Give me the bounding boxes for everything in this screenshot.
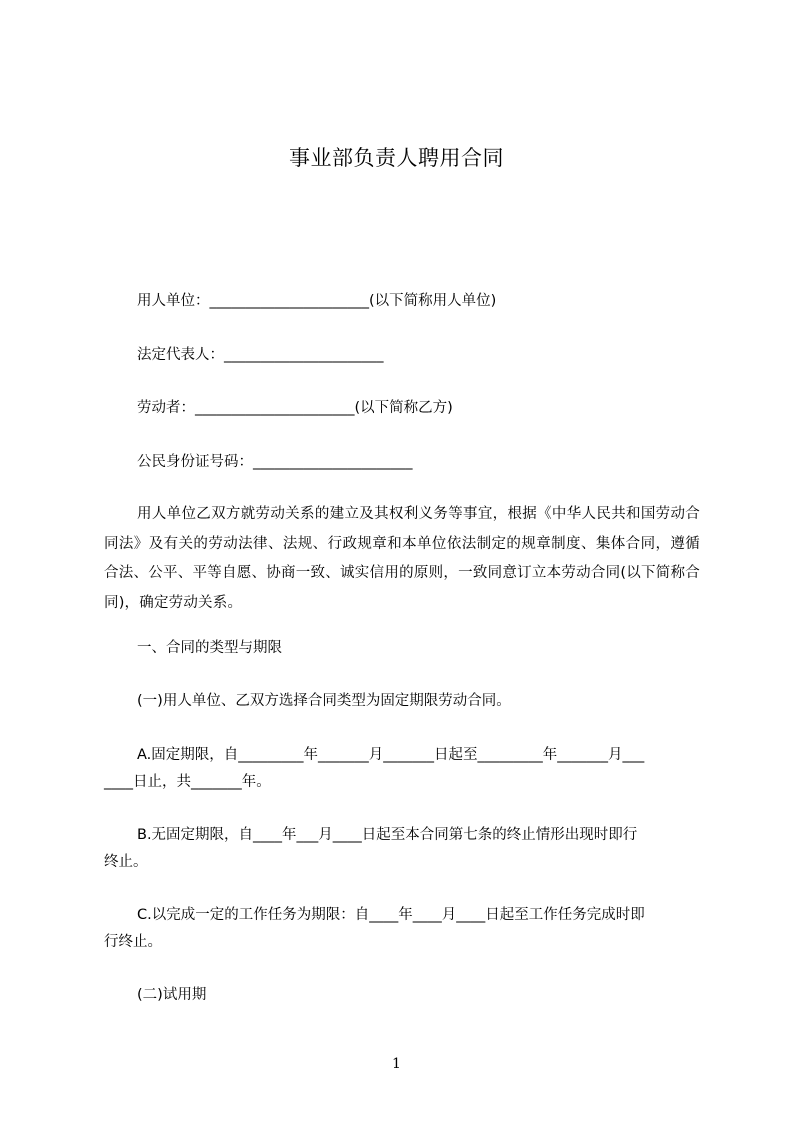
id-number-field: 公民身份证号码：______________________: [137, 454, 413, 470]
legal-representative-field: 法定代表人：______________________: [137, 347, 384, 363]
clause-contract-type: (一)用人单位、乙双方选择合同类型为固定期限劳动合同。: [137, 693, 511, 709]
clause-probation: (二)试用期: [137, 987, 207, 1003]
option-b-line-2: 终止。: [104, 854, 148, 870]
option-b-line-1: B.无固定期限，自____年___月____日起至本合同第七条的终止情形出现时即行: [137, 827, 638, 843]
intro-paragraph: 用人单位乙双方就劳动关系的建立及其权利义务等事宜，根据《中华人民共和国劳动合同法》及有关的劳动法律、法规、行政规章和本单位依法制定的规章制度、集体合同，遵循合法、公平、平等自愿、协商一致、诚实信用的原则，一致同意订立本劳动合同(以下简称合同)，确定劳动关系。: [104, 506, 700, 611]
section-heading-contract-type: 一、合同的类型与期限: [137, 640, 282, 656]
option-a-line-2: ____日止，共_______年。: [104, 774, 271, 790]
page-number: 1: [392, 1056, 401, 1072]
option-a-line-1: A.固定期限，自_________年_______月_______日起至_________年_______月___: [137, 747, 645, 763]
option-c-line-1: C.以完成一定的工作任务为期限：自____年____月____日起至工作任务完成时即: [137, 907, 645, 923]
worker-field: 劳动者：______________________(以下简称乙方): [137, 400, 453, 416]
employer-field: 用人单位：______________________(以下简称用人单位): [137, 293, 497, 309]
option-c-line-2: 行终止。: [104, 934, 162, 950]
document-title: 事业部负责人聘用合同: [289, 146, 504, 170]
